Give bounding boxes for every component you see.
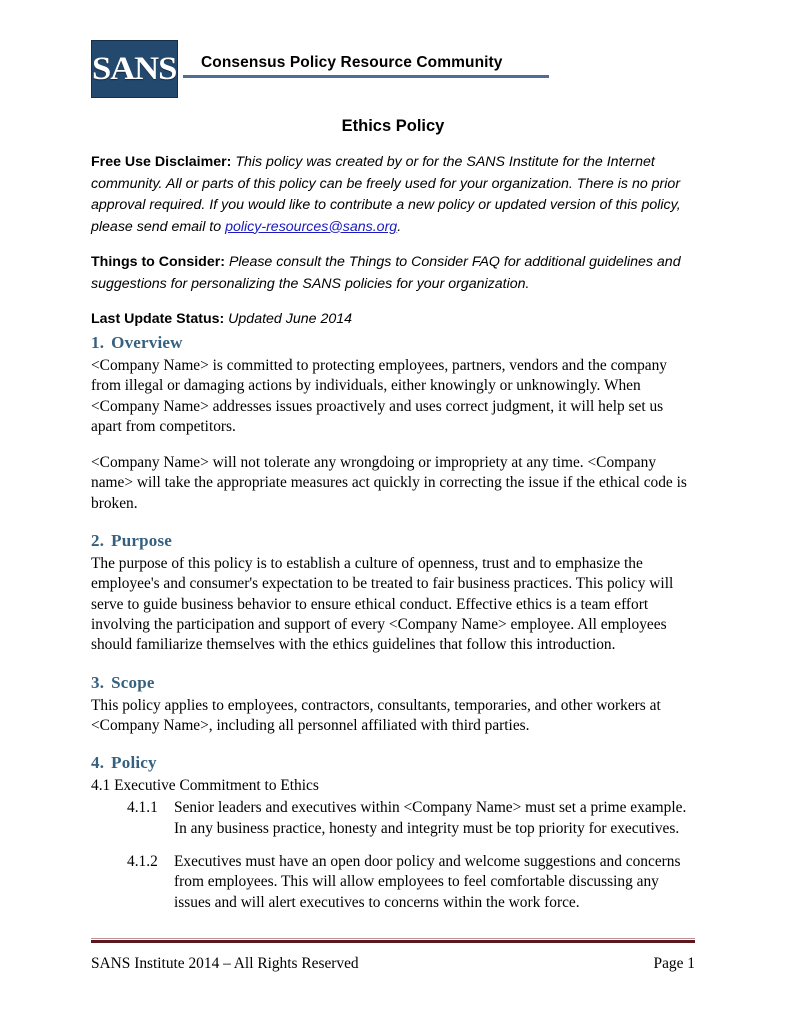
subitem-4-1-1: [91, 798, 695, 839]
last-update-status-text: Updated June 2014: [224, 311, 353, 327]
things-to-consider-label: Things to Consider:: [91, 254, 225, 270]
free-use-disclaimer-text: This policy was created by or for the SANS Institute for the Internet community. All or parts of this policy can be freely used for your organization. There is no prior approval required. If you would like to contribute a new policy or updated version of this policy, please send email to: [91, 154, 681, 235]
section-title-policy: Policy: [111, 753, 157, 773]
subitem-text-4-1-2: Executives must have an open door policy and welcome suggestions and concerns from employees. This will allow employees to feel comfortable discussing any issues and will alert executives to concerns within the work force.: [174, 853, 681, 911]
section-number-purpose: 2.: [91, 531, 105, 551]
section-scope-paragraph-1: This policy applies to employees, contractors, consultants, temporaries, and other workers at <Company Name>, including all personnel affiliated with third parties.: [91, 696, 661, 734]
footer-rule-thick: [91, 940, 695, 943]
free-use-disclaimer-label: Free Use Disclaimer:: [91, 154, 232, 170]
last-update-status: [91, 309, 686, 331]
section-title-overview: Overview: [111, 333, 183, 352]
section-heading-scope: [91, 672, 695, 694]
subitem-number-4-1-2: 4.1.2: [127, 853, 158, 871]
page-title: Ethics Policy: [341, 117, 445, 135]
header-underline-rule: [183, 75, 549, 78]
policy-resources-email-link[interactable]: policy-resources@sans.org: [225, 218, 398, 235]
sans-logo-text: SANS: [92, 50, 177, 87]
section-purpose-paragraph-1: The purpose of this policy is to establish a culture of openness, trust and to emphasize the employee's and consumer's expectation to be treated to fair business practices. This policy will serve to guide business behavior to ensure ethical conduct. Effective ethics is a team effort involving the participation and support of every <Company Name> employee. All employees should familiarize themselves with the ethics guidelines that follow this introduction.: [91, 555, 674, 654]
document-body: [91, 332, 695, 926]
subsection-heading-4-1: 4.1 Executive Commitment to Ethics: [91, 777, 319, 795]
section-number-overview: 1.: [91, 333, 105, 352]
section-title-scope: Scope: [111, 672, 155, 692]
subitem-text-4-1-1: Senior leaders and executives within <Company Name> must set a prime example. In any business practice, honesty and integrity must be top priority for executives.: [174, 799, 687, 837]
section-purpose: [91, 530, 695, 655]
document-footer: [91, 938, 695, 973]
section-heading-policy: [91, 752, 695, 774]
free-use-disclaimer: [91, 152, 686, 238]
things-to-consider: [91, 252, 686, 295]
section-number-scope: 3.: [91, 672, 105, 692]
section-heading-purpose: [91, 530, 695, 552]
section-heading-overview: [91, 332, 695, 354]
things-to-consider-text: Please consult the Things to Consider FAQ for additional guidelines and suggestions for personalizing the SANS policies for your organization.: [91, 254, 681, 292]
subitem-number-4-1-1: 4.1.1: [127, 799, 158, 817]
section-overview-paragraph-1: <Company Name> is committed to protecting employees, partners, vendors and the company from illegal or damaging actions by individuals, either knowingly or unknowingly. When <Company Name> addresses issues proactively and uses correct judgment, it will help set us apart from competitors.: [91, 357, 667, 435]
footer-row: [91, 955, 695, 973]
header-title: Consensus Policy Resource Community: [201, 54, 503, 71]
document-header: [91, 40, 695, 102]
last-update-status-label: Last Update Status:: [91, 311, 225, 327]
section-overview-paragraph-2: <Company Name> will not tolerate any wrongdoing or impropriety at any time. <Company name> will take the appropriate measures act quickly in correcting the issue if the ethical code is broken.: [91, 454, 687, 512]
frontmatter: [91, 152, 686, 331]
section-policy: [91, 752, 695, 913]
subitem-4-1-2: [91, 852, 695, 913]
section-title-purpose: Purpose: [111, 531, 173, 551]
section-scope: [91, 672, 695, 737]
section-number-policy: 4.: [91, 753, 105, 773]
sans-logo: [91, 40, 178, 98]
footer-page-number: Page 1: [653, 955, 695, 972]
header-title-wrap: [201, 54, 671, 72]
free-use-disclaimer-text-end: .: [397, 218, 402, 235]
section-overview: [91, 332, 695, 514]
footer-copyright: SANS Institute 2014 – All Rights Reserved: [91, 955, 359, 972]
